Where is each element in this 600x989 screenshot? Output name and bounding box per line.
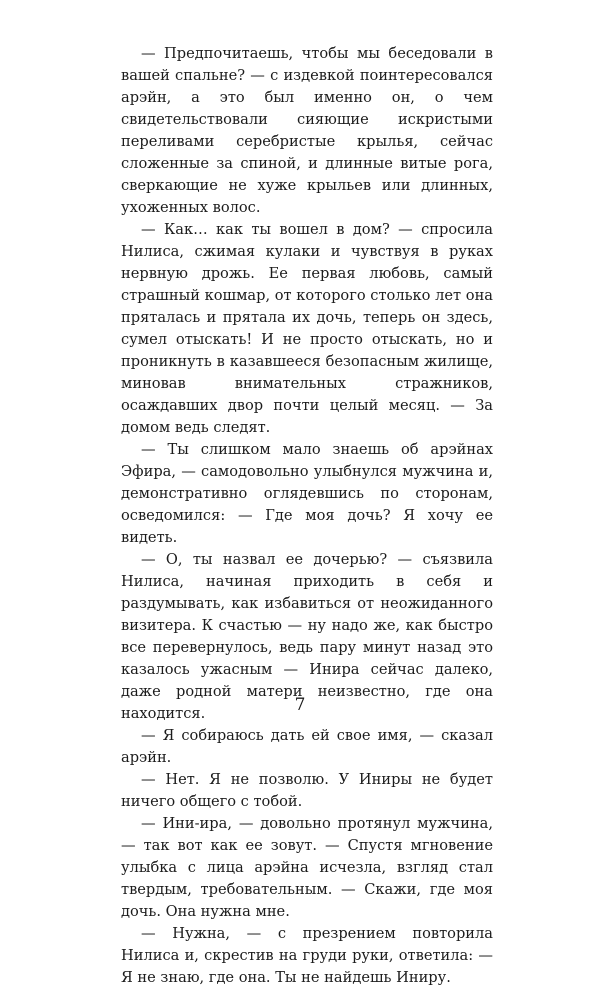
paragraph: — Нужна, — с презрением повторила Нилиса и, скрестив на груди руки, ответила: — Я не знаю, где она. Ты не найдешь Иниру. — [121, 925, 493, 986]
body-text — [121, 43, 493, 989]
paragraph: — Предпочитаешь, чтобы мы беседовали в вашей спальне? — с издевкой поинтересовался арэйн, а это был именно он, о чем свидетельствовали сияющие искристыми переливами серебристые крылья, сейчас сложенные за спиной, и длинные витые рога, сверкающие не хуже крыльев или длинных, ухоженных волос. — [121, 45, 493, 216]
page-number: 7 — [294, 695, 306, 715]
paragraph: — Нет. Я не позволю. У Иниры не будет ничего общего с тобой. — [121, 771, 493, 810]
paragraph: — Как… как ты вошел в дом? — спросила Нилиса, сжимая кулаки и чувствуя в руках нервную дрожь. Ее первая любовь, самый страшный кошмар, от которого столько лет она пряталась и прятала их дочь, теперь он здесь, сумел отыскать! И не просто отыскать, но и проникнуть в казавшееся безопасным жилище, миновав внимательных стражников, осаждавших двор почти целый месяц. — За домом ведь следят. — [121, 221, 493, 436]
paragraph: — О, ты назвал ее дочерью? — съязвила Нилиса, начиная приходить в себя и раздумывать, как избавиться от неожиданного визитера. К счастью — ну надо же, как быстро все перевернулось, ведь пару минут назад это казалось ужасным — Инира сейчас далеко, даже родной матери неизвестно, где она находится. — [121, 551, 493, 722]
paragraph: — Я собираюсь дать ей свое имя, — сказал арэйн. — [121, 727, 493, 766]
paragraph: — Ты слишком мало знаешь об арэйнах Эфира, — самодовольно улыбнулся мужчина и, демонстративно оглядевшись по сторонам, осведомился: — Где моя дочь? Я хочу ее видеть. — [121, 441, 493, 546]
paragraph: — Ини-ира, — довольно протянул мужчина, — так вот как ее зовут. — Спустя мгновение улыбка с лица арэйна исчезла, взгляд стал твердым, требовательным. — Скажи, где моя дочь. Она нужна мне. — [121, 815, 493, 920]
